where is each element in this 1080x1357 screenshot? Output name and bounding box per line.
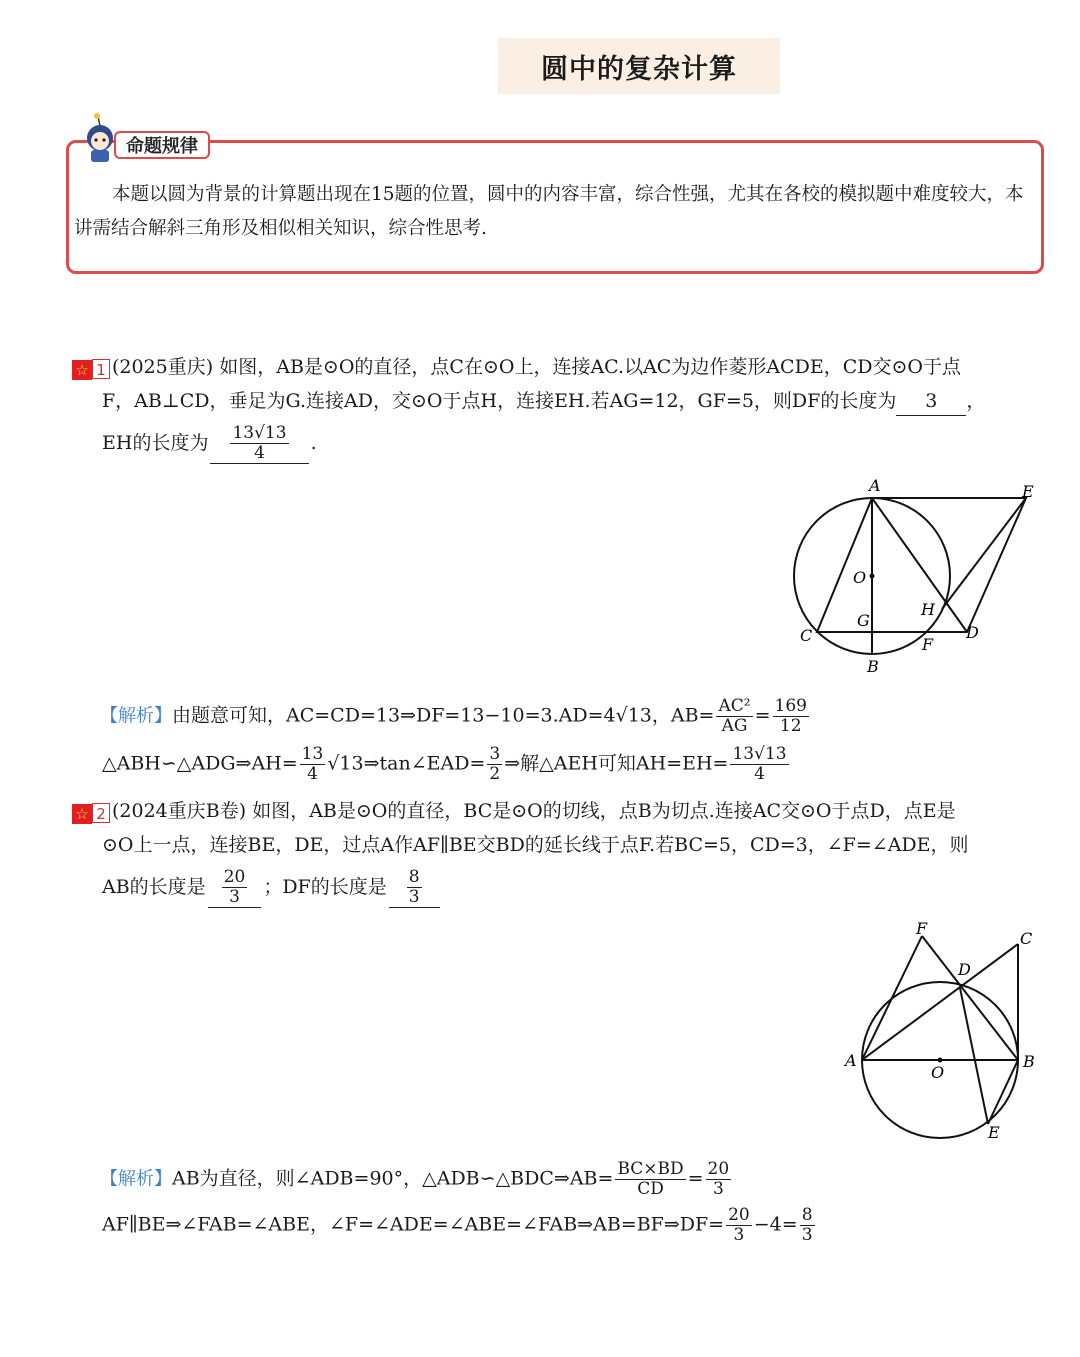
q1-line3: EH的长度为 $\frac{13√13}{4}$ . — [102, 423, 317, 463]
q1-label-a: A — [869, 478, 881, 495]
q2-label-e: E — [988, 1123, 1000, 1142]
q1-source: (2025重庆) — [112, 356, 214, 378]
q2-label-c: C — [1020, 929, 1033, 948]
q1-line-ad — [872, 498, 967, 632]
q1-analysis-text1: 由题意可知，AC=CD=13⇒DF=13−10=3.AD=4√13，AB= — [172, 704, 715, 727]
q2-analysis-line1: 【解析】AB为直径，则∠ADB=90°，△ADB∽△BDC⇒AB= $\frac{BC\times BD}{CD}$ = $\frac{20}{3}$ — [100, 1159, 730, 1199]
q1-text3: EH的长度为 — [102, 432, 209, 454]
q1-label-g: G — [857, 611, 870, 630]
rule-text: 本题以圆为背景的计算题出现在15题的位置，圆中的内容丰富，综合性强，尤其在各校的模拟题中难度较大，本讲需结合解斜三角形及相似相关知识，综合性思考. — [74, 184, 1024, 239]
q1-text2: F，AB⊥CD，垂足为G.连接AD，交⊙O于点H，连接EH.若AG=12，GF=5，则DF的长度为 — [102, 390, 897, 412]
q2-line1 — [72, 797, 956, 825]
q2-label-f: F — [916, 919, 928, 938]
q2-analysis-tag: 【解析】 — [100, 1168, 172, 1190]
q1-label-o: O — [853, 568, 867, 587]
q1-line2: F，AB⊥CD，垂足为G.连接AD，交⊙O于点H，连接EH.若AG=12，GF=5，则DF的长度为 3 ， — [102, 387, 985, 416]
q1-label-b: B — [867, 657, 879, 676]
q1-figure — [780, 478, 1050, 678]
q2-number: 2 — [92, 803, 110, 823]
q1-label-d: D — [966, 623, 979, 642]
q2-figure — [840, 918, 1050, 1148]
q2-label-a: A — [845, 1051, 857, 1070]
q1-center-dot — [870, 574, 875, 579]
q1-answer2: $\frac{13√13}{4}$ — [210, 424, 308, 464]
q2-line-ac — [862, 944, 1018, 1060]
q1-answer1: 3 — [896, 387, 966, 416]
q1-number: 1 — [92, 359, 110, 379]
q2-label-o: O — [931, 1063, 945, 1082]
star-icon: ☆ — [72, 360, 92, 380]
q2-line2: ⊙O上一点，连接BE，DE，过点A作AF∥BE交BD的延长线于点F.若BC=5，CD=3，∠F=∠ADE，则 — [102, 834, 969, 856]
q2-label-d: D — [958, 960, 971, 979]
q2-center-dot — [938, 1058, 943, 1063]
q2-source: (2024重庆B卷) — [112, 800, 247, 822]
q2-answer1: $\frac{20}{3}$ — [208, 868, 262, 908]
q2-text1: 如图，AB是⊙O的直径，BC是⊙O的切线，点B为切点.连接AC交⊙O于点D，点E是 — [252, 800, 956, 822]
q1-label-e: E — [1022, 482, 1034, 501]
q2-answer2: $\frac{8}{3}$ — [389, 868, 440, 908]
q1-analysis-tag: 【解析】 — [100, 705, 172, 727]
q1-line1 — [72, 353, 961, 381]
q1-analysis-line2: △ABH∽△ADG⇒AH= $\frac{13}{4}$ √13⇒tan∠EAD= $\frac{3}{2}$ ⇒解△AEH可知AH=EH= $\frac{13√13}{4}$ — [102, 744, 787, 784]
q1-label-f: F — [922, 635, 934, 654]
page-title: 圆中的复杂计算 — [498, 38, 780, 94]
rule-tab: 命题规律 — [114, 131, 210, 159]
q2-line-af — [862, 936, 922, 1060]
q2-line3: AB的长度是 $\frac{20}{3}$ ；DF的长度是 $\frac{8}{3}$ — [102, 868, 442, 908]
star-icon: ☆ — [72, 804, 92, 824]
q2-line-de — [960, 988, 988, 1124]
q1-label-h: H — [921, 600, 935, 619]
q2-label-b: B — [1023, 1052, 1035, 1071]
q1-label-c: C — [800, 626, 813, 645]
q1-analysis-line1: 【解析】由题意可知，AC=CD=13⇒DF=13−10=3.AD=4√13，AB= $\frac{\text{AC²}}{AG}$ = $\frac{169}{12}$ — [100, 696, 807, 736]
q1-text1: 如图，AB是⊙O的直径，点C在⊙O上，连接AC.以AC为边作菱形ACDE，CD交⊙O于点 — [219, 356, 961, 378]
q2-line-be — [988, 1060, 1018, 1124]
q2-analysis-line2: AF∥BE⇒∠FAB=∠ABE，∠F=∠ADE=∠ABE=∠FAB⇒AB=BF⇒DF= $\frac{20}{3}$ −4= $\frac{8}{3}$ — [102, 1205, 813, 1245]
